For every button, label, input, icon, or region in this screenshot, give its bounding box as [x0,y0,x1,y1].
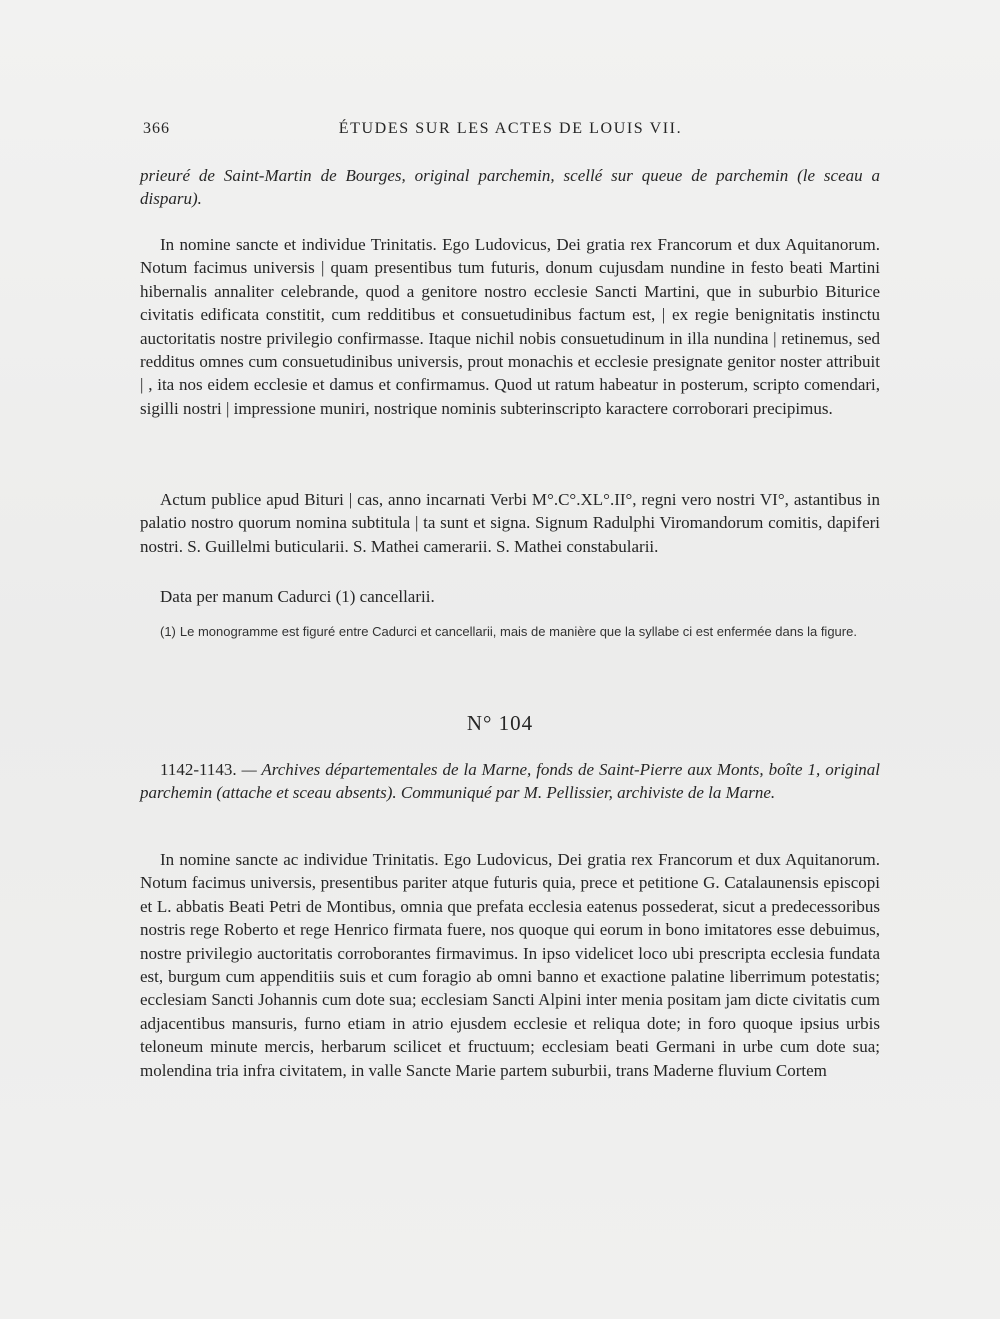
doc103-data-line: Data per manum Cadurci (1) cancellarii. [160,587,435,606]
page-number: 366 [143,120,170,137]
doc103-actum-paragraph: Actum publice apud Bituri | cas, anno incarnati Verbi M°.C°.XL°.II°, regni vero nostri VI°, astantibus in palatio nostro quorum nomina subtitula | ta sunt et signa. Signum Radulphi Viromandorum comitis, dapiferi nostri. S. Guillelmi buticularii. S. Mathei camerarii. S. Mathei constabularii. [140,490,880,556]
page-header [143,120,878,140]
doc104-source-note [140,758,880,805]
footnote [140,624,880,640]
running-title: ÉTUDES SUR LES ACTES DE LOUIS VII. [338,120,683,137]
doc104-source: — Archives départementales de la Marne, fonds de Saint-Pierre aux Monts, boîte 1, original parchemin (attache et sceau absents). Communiqué par M. Pellissier, archiviste de la Marne. [140,760,881,803]
doc103-charter-text: In nomine sancte et individue Trinitatis. Ego Ludovicus, Dei gratia rex Francorum et dux Aquitanorum. Notum facimus universis | quam presentibus tum futuris, donum cujusdam nundine in festo beati Martini hibernalis annaliter celebrande, quod a genitore nostro ecclesie Sancti Martini, que in suburbio Biturice civitatis edificata constitit, cum redditibus et consuetudinibus factum est, | ex regie benignitatis instinctu auctoritatis nostre privilegio confirmasse. Itaque nichil nobis consuetudinum in illa nundina | retinemus, sed redditus omnes cum consuetudinibus universis, prout monachis et ecclesie presignate genitor noster attribuit | , ita nos eidem ecclesie et damus et confirmamus. Quod ut ratum habeatur in posterum, scripto comendari, sigilli nostri | impressione muniri, nostrique nominis subterinscripto karactere corroborari precipimus. [140,235,880,418]
footnote-text: Le monogramme est figuré entre Cadurci et cancellarii, mais de manière que la syllabe ci est enfermée dans la figure. [179,624,857,639]
doc104-date: 1142-1143. [160,760,237,779]
document-number: N° 104 [466,711,534,735]
doc103-source-note: prieuré de Saint-Martin de Bourges, original parchemin, scellé sur queue de parchemin (le sceau a disparu). [140,166,880,209]
doc104-charter-text: In nomine sancte ac individue Trinitatis. Ego Ludovicus, Dei gratia rex Francorum et dux Aquitanorum. Notum facimus universis, presentibus pariter atque futuris quia, prece et petitione G. Catalaunensis episcopi et L. abbatis Beati Petri de Montibus, omnia que prefata ecclesia eatenus possederat, sicut a predecessoribus nostris rege Roberto et rege Henrico firmata fuere, nos quoque qui eorum in bono imitatores esse debuimus, nostre privilegio auctoritatis corroborantes firmavimus. In ipso videlicet loco ubi prescripta ecclesia fundata est, burgum cum appenditiis suis et cum foragio ab omni banno et exactione palatine liberrimum potestatis; ecclesiam Sancti Johannis cum dote sua; ecclesiam Sancti Alpini inter menia positam jam dicte civitatis cum adjacentibus mansuris, furno etiam in atrio ejusdem ecclesie et reliqua dote; in foro quoque ipsius urbis teloneum minute mercis, herbarum scilicet et fructuum; ecclesiam beati Germani in urbe cum dote sua; molendina tria infra civitatem, in valle Sancte Marie partem suburbii, trans Maderne fluvium Cortem [140,850,880,1080]
footnote-marker: (1) [160,624,176,639]
